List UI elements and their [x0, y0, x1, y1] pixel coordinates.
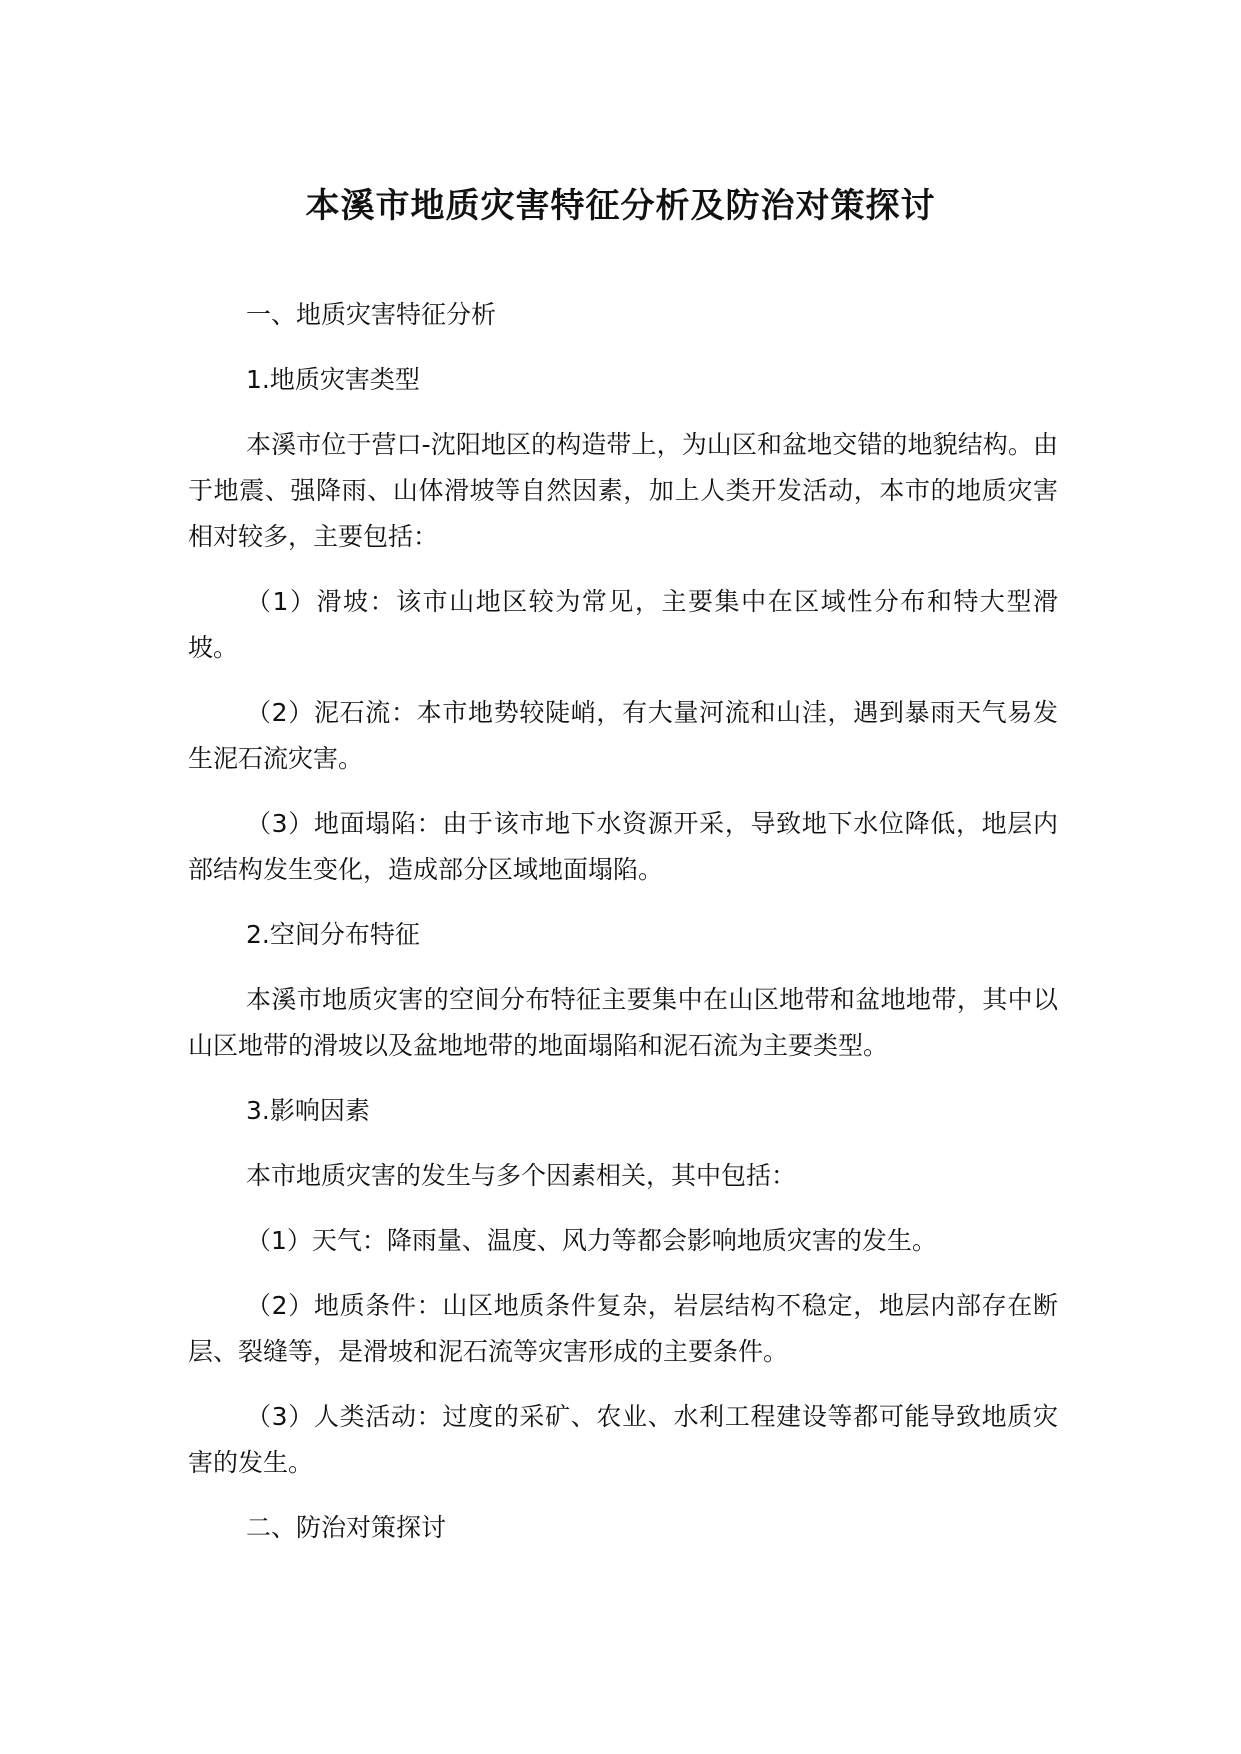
list-item-human-activity: （3）人类活动：过度的采矿、农业、水利工程建设等都可能导致地质灾害的发生。 [188, 1402, 1058, 1477]
document-title: 本溪市地质灾害特征分析及防治对策探讨 [305, 186, 936, 226]
list-item-debris-flow: （2）泥石流：本市地势较陡峭，有大量河流和山洼，遇到暴雨天气易发生泥石流灾害。 [188, 698, 1058, 773]
section-heading-1: 一、地质灾害特征分析 [246, 300, 497, 329]
paragraph-spatial-distribution: 本溪市地质灾害的空间分布特征主要集中在山区地带和盆地地带，其中以山区地带的滑坡以及盆地地带的地面塌陷和泥石流为主要类型。 [188, 985, 1058, 1060]
section-heading-2: 二、防治对策探讨 [246, 1513, 447, 1542]
paragraph-intro: 本溪市位于营口-沈阳地区的构造带上，为山区和盆地交错的地貌结构。由于地震、强降雨、山体滑坡等自然因素，加上人类开发活动，本市的地质灾害相对较多，主要包括： [188, 430, 1058, 551]
list-item-ground-collapse: （3）地面塌陷：由于该市地下水资源开采，导致地下水位降低，地层内部结构发生变化，造成部分区域地面塌陷。 [188, 809, 1058, 884]
paragraph-factors-intro: 本市地质灾害的发生与多个因素相关，其中包括： [246, 1161, 797, 1190]
list-item-weather: （1）天气：降雨量、温度、风力等都会影响地质灾害的发生。 [246, 1226, 937, 1255]
list-item-landslide: （1）滑坡：该市山地区较为常见，主要集中在区域性分布和特大型滑坡。 [188, 587, 1058, 662]
list-item-geology: （2）地质条件：山区地质条件复杂，岩层结构不稳定，地层内部存在断层、裂缝等，是滑坡和泥石流等灾害形成的主要条件。 [188, 1291, 1058, 1366]
subsection-heading-1-3: 3.影响因素 [246, 1096, 370, 1125]
subsection-heading-1-1: 1.地质灾害类型 [246, 365, 420, 394]
subsection-heading-1-2: 2.空间分布特征 [246, 920, 420, 949]
document-body [188, 292, 1058, 1570]
